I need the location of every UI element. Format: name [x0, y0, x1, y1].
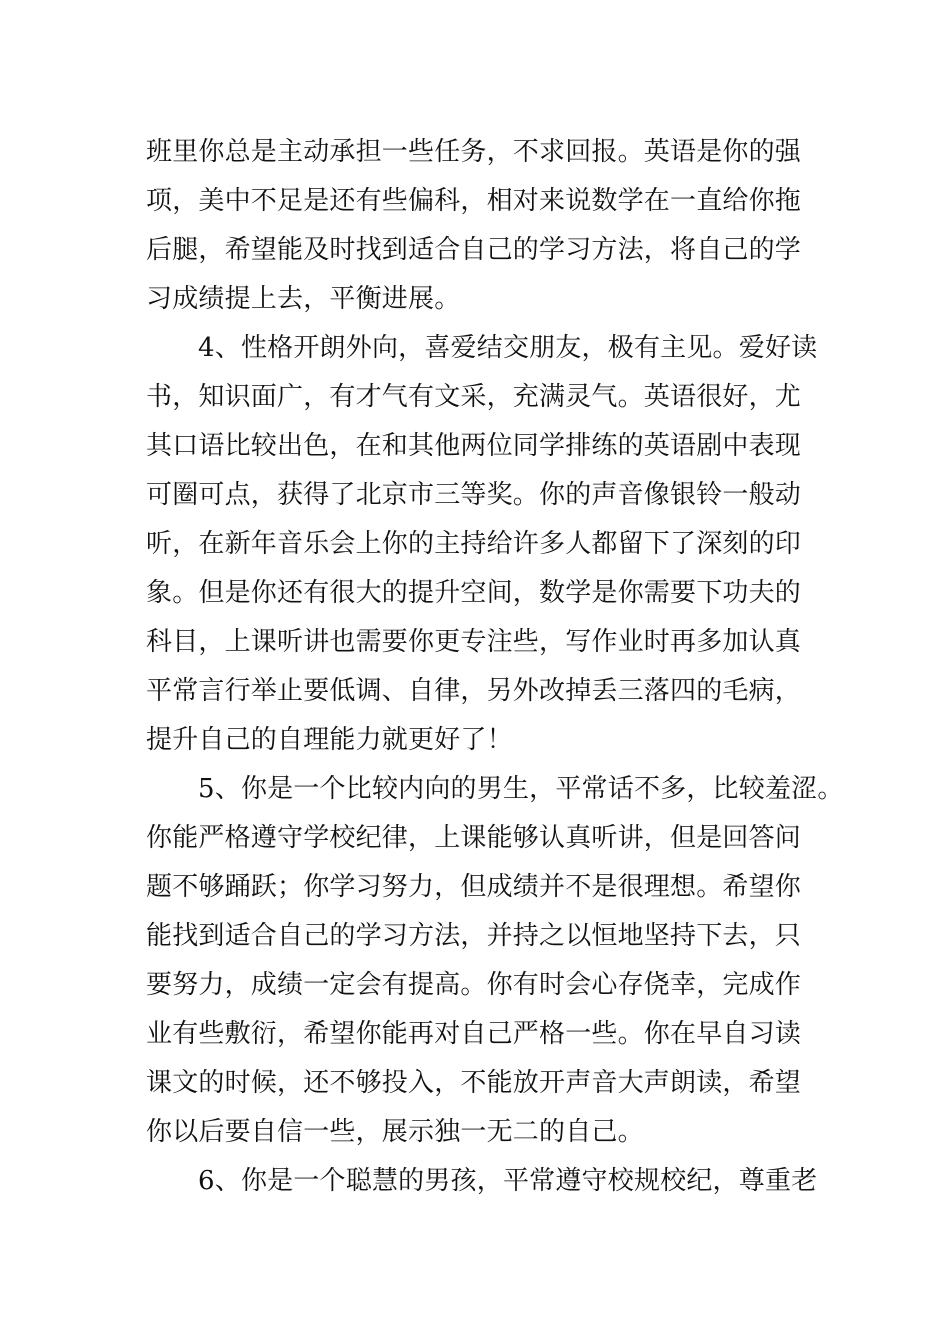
text-line: 后腿，希望能及时找到适合自己的学习方法，将自己的学 [146, 235, 802, 265]
text-line: 班里你总是主动承担一些任务，不求回报。英语是你的强 [146, 137, 802, 167]
text-line: 提升自己的自理能力就更好了！ [146, 725, 513, 755]
paragraph-start-line: 4、性格开朗外向，喜爱结交朋友，极有主见。爱好读 [198, 333, 818, 363]
text-line: 要努力，成绩一定会有提高。你有时会心存侥幸，完成作 [146, 970, 802, 1000]
text-line: 平常言行举止要低调、自律，另外改掉丢三落四的毛病， [146, 676, 802, 706]
text-line: 听，在新年音乐会上你的主持给许多人都留下了深刻的印 [146, 529, 802, 559]
text-line: 业有些敷衍，希望你能再对自己严格一些。你在早自习读 [146, 1019, 802, 1049]
text-line: 题不够踊跃；你学习努力，但成绩并不是很理想。希望你 [146, 872, 802, 902]
text-line: 象。但是你还有很大的提升空间，数学是你需要下功夫的 [146, 578, 802, 608]
text-line: 项，美中不足是还有些偏科，相对来说数学在一直给你拖 [146, 186, 802, 216]
text-line: 书，知识面广，有才气有文采，充满灵气。英语很好，尤 [146, 382, 802, 412]
paragraph-start-line: 6、你是一个聪慧的男孩，平常遵守校规校纪，尊重老 [198, 1166, 818, 1196]
text-line: 课文的时候，还不够投入，不能放开声音大声朗读，希望 [146, 1068, 802, 1098]
document-body [146, 128, 844, 1206]
text-line: 你以后要自信一些，展示独一无二的自己。 [146, 1117, 644, 1147]
paragraph-start-line: 5、你是一个比较内向的男生，平常话不多，比较羞涩。 [198, 774, 844, 804]
text-line: 可圈可点，获得了北京市三等奖。你的声音像银铃一般动 [146, 480, 802, 510]
text-line: 其口语比较出色，在和其他两位同学排练的英语剧中表现 [146, 431, 802, 461]
text-line: 习成绩提上去，平衡进展。 [146, 284, 461, 314]
text-line: 科目，上课听讲也需要你更专注些，写作业时再多加认真 [146, 627, 802, 657]
text-line: 能找到适合自己的学习方法，并持之以恒地坚持下去，只 [146, 921, 802, 951]
text-line: 你能严格遵守学校纪律，上课能够认真听讲，但是回答问 [146, 823, 802, 853]
